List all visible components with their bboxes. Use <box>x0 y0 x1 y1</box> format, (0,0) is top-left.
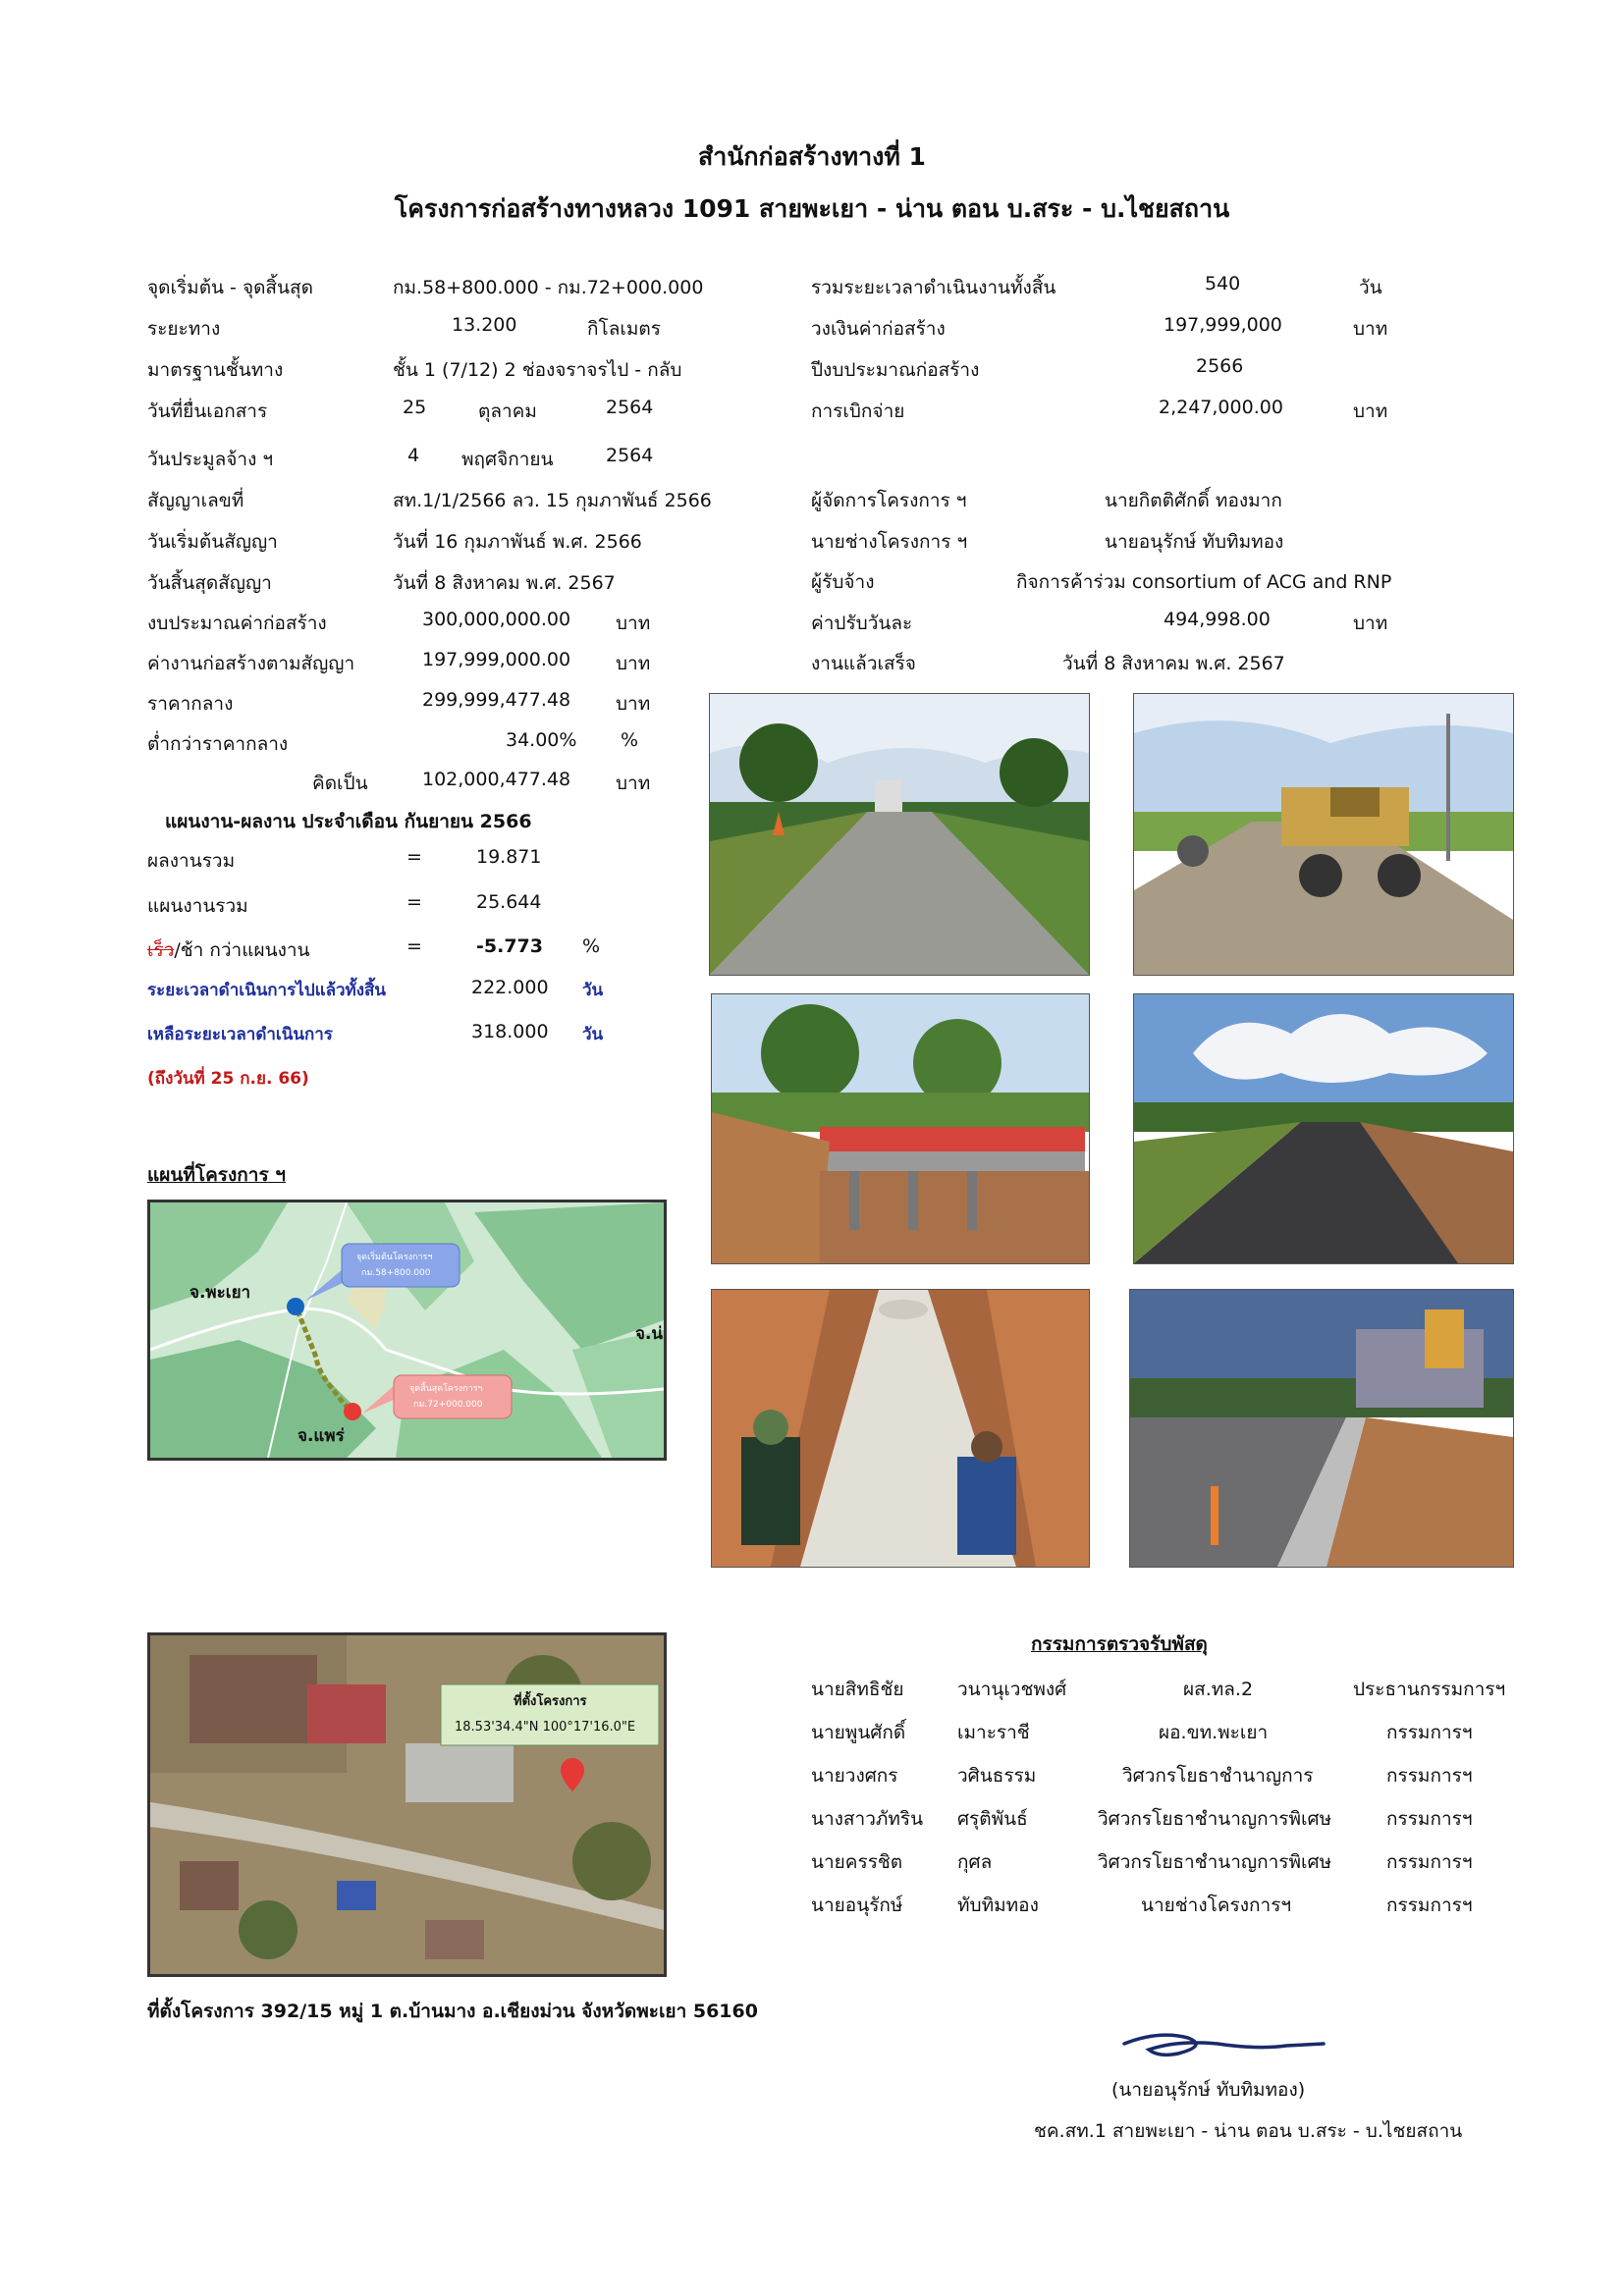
member-role: กรรมการฯ <box>1386 1722 1473 1743</box>
remain-value: 318.000 <box>471 1021 549 1042</box>
signature-mark <box>1119 2024 1330 2063</box>
value-median-price: 299,999,477.48 <box>422 689 571 711</box>
member-last-name: ทับทิมทอง <box>957 1895 1039 1916</box>
member-role: กรรมการฯ <box>1386 1765 1473 1787</box>
plan-value: 25.644 <box>476 891 542 913</box>
remain-label: เหลือระยะเวลาดำเนินการ <box>147 1025 333 1044</box>
value-auction-day: 4 <box>407 445 420 466</box>
member-last-name: กุศล <box>957 1851 993 1873</box>
signature-name: (นายอนุรักษ์ ทับทิมทอง) <box>1111 2079 1306 2101</box>
member-role: กรรมการฯ <box>1386 1851 1473 1873</box>
elapsed-value: 222.000 <box>471 977 549 998</box>
work-eq: = <box>406 846 422 868</box>
value-project-manager: นายกิตติศักดิ์ ทองมาก <box>1105 490 1282 511</box>
site-map <box>147 1632 667 1977</box>
unit-total-duration: วัน <box>1359 277 1382 298</box>
end-label-1: จุดสิ้นสุดโครงการฯ <box>409 1384 483 1394</box>
value-distance: 13.200 <box>452 314 517 336</box>
label-budget: งบประมาณค่าก่อสร้าง <box>147 613 327 634</box>
photo-road-grader <box>1133 693 1514 976</box>
elapsed-unit: วัน <box>582 981 604 1000</box>
start-label-2: กม.58+800.000 <box>361 1268 431 1278</box>
value-contract-no: สท.1/1/2566 ลว. 15 กุมภาพันธ์ 2566 <box>393 490 712 511</box>
province-phrae: จ.แพร่ <box>298 1426 345 1446</box>
label-below-median: ต่ำกว่าราคากลาง <box>147 733 289 755</box>
end-label-2: กม.72+000.000 <box>413 1400 483 1410</box>
value-doc-month: ตุลาคม <box>478 400 537 422</box>
progress-heading: แผนงาน-ผลงาน ประจำเดือน กันยายน 2566 <box>165 811 532 832</box>
office-title: สำนักก่อสร้างทางที่ 1 <box>698 142 926 171</box>
member-position: วิศวกรโยธาชำนาญการพิเศษ <box>1098 1851 1332 1873</box>
diff-label-strike: เร็ว <box>147 939 175 961</box>
label-contract-no: สัญญาเลขที่ <box>147 490 244 511</box>
value-construction-amount: 197,999,000 <box>1164 314 1282 336</box>
value-start-end: กม.58+800.000 - กม.72+000.000 <box>393 277 704 298</box>
value-budget: 300,000,000.00 <box>422 609 571 630</box>
project-map-title: แผนที่โครงการ ฯ <box>147 1164 286 1186</box>
label-contract-end: วันสิ้นสุดสัญญา <box>147 572 272 594</box>
unit-contract-cost: บาท <box>616 653 651 674</box>
member-first-name: นายครรชิต <box>811 1851 903 1873</box>
diff-label-rest: /ช้า กว่าแผนงาน <box>174 939 310 961</box>
label-completion: งานแล้วเสร็จ <box>811 653 916 674</box>
value-contract-cost: 197,999,000.00 <box>422 649 571 670</box>
member-role: กรรมการฯ <box>1386 1808 1473 1830</box>
member-position: ผส.ทล.2 <box>1183 1679 1254 1700</box>
unit-below-median: % <box>621 729 639 751</box>
label-median-price: ราคากลาง <box>147 693 234 715</box>
label-fiscal-year: ปีงบประมาณก่อสร้าง <box>811 359 980 381</box>
member-role: กรรมการฯ <box>1386 1895 1473 1916</box>
work-label: ผลงานรวม <box>147 850 236 872</box>
unit-equals: บาท <box>616 773 651 794</box>
label-disbursement: การเบิกจ่าย <box>811 400 905 422</box>
photo-bridge <box>711 993 1090 1264</box>
unit-disbursement: บาท <box>1353 400 1388 422</box>
member-position: ผอ.ขท.พะเยา <box>1159 1722 1269 1743</box>
project-map-graphic <box>150 1202 664 1458</box>
member-first-name: นายสิทธิชัย <box>811 1679 904 1700</box>
site-map-graphic <box>150 1635 664 1974</box>
label-daily-fine: ค่าปรับวันละ <box>811 613 913 634</box>
unit-construction-amount: บาท <box>1353 318 1388 340</box>
asof-date: (ถึงวันที่ 25 ก.ย. 66) <box>147 1069 309 1089</box>
member-position: วิศวกรโยธาชำนาญการพิเศษ <box>1098 1808 1332 1830</box>
value-auction-month: พฤศจิกายน <box>461 449 554 470</box>
label-project-engineer: นายช่างโครงการ ฯ <box>811 531 968 553</box>
value-road-standard: ชั้น 1 (7/12) 2 ช่องจราจรไป - กลับ <box>393 359 682 381</box>
label-start-end: จุดเริ่มต้น - จุดสิ้นสุด <box>147 277 313 298</box>
label-road-standard: มาตรฐานชั้นทาง <box>147 359 284 381</box>
diff-value: -5.773 <box>476 935 543 957</box>
value-fiscal-year: 2566 <box>1196 355 1244 377</box>
signature-position: ชค.สท.1 สายพะเยา - น่าน ตอน บ.สระ - บ.ไชยสถาน <box>1034 2120 1463 2142</box>
unit-budget: บาท <box>616 613 651 634</box>
unit-median-price: บาท <box>616 693 651 715</box>
label-equals: คิดเป็น <box>312 773 368 794</box>
diff-label <box>147 935 310 965</box>
site-map-coords: 18.53'34.4"N 100°17'16.0"E <box>455 1720 636 1735</box>
photo-pipe-installation <box>711 1289 1090 1568</box>
label-contract-cost: ค่างานก่อสร้างตามสัญญา <box>147 653 355 674</box>
plan-label: แผนงานรวม <box>147 895 248 917</box>
project-title: โครงการก่อสร้างทางหลวง 1091 สายพะเยา - น่าน ตอน บ.สระ - บ.ไชยสถาน <box>394 194 1230 223</box>
value-contract-end: วันที่ 8 สิงหาคม พ.ศ. 2567 <box>393 572 616 594</box>
member-last-name: วนานุเวชพงศ์ <box>957 1679 1067 1700</box>
photo-road-milled <box>709 693 1090 976</box>
value-daily-fine: 494,998.00 <box>1164 609 1271 630</box>
plan-eq: = <box>406 891 422 913</box>
unit-distance: กิโลเมตร <box>587 318 661 340</box>
diff-eq: = <box>406 935 422 957</box>
label-distance: ระยะทาง <box>147 318 221 340</box>
elapsed-label: ระยะเวลาดำเนินการไปแล้วทั้งสิ้น <box>147 981 387 1000</box>
member-first-name: นายอนุรักษ์ <box>811 1895 903 1916</box>
start-label-1: จุดเริ่มต้นโครงการฯ <box>356 1253 433 1262</box>
member-first-name: นายวงศกร <box>811 1765 898 1787</box>
value-contract-start: วันที่ 16 กุมภาพันธ์ พ.ศ. 2566 <box>393 531 642 553</box>
value-doc-day: 25 <box>403 397 427 418</box>
member-position: วิศวกรโยธาชำนาญการ <box>1122 1765 1314 1787</box>
value-auction-year: 2564 <box>606 445 654 466</box>
label-project-manager: ผู้จัดการโครงการ ฯ <box>811 490 967 511</box>
label-contract-start: วันเริ่มต้นสัญญา <box>147 531 278 553</box>
label-auction-date: วันประมูลจ้าง ฯ <box>147 449 274 470</box>
label-doc-date: วันที่ยื่นเอกสาร <box>147 400 268 422</box>
work-value: 19.871 <box>476 846 542 868</box>
label-contractor: ผู้รับจ้าง <box>811 571 875 593</box>
label-total-duration: รวมระยะเวลาดำเนินงานทั้งสิ้น <box>811 277 1056 298</box>
committee-title: กรรมการตรวจรับพัสดุ <box>1031 1633 1208 1655</box>
unit-daily-fine: บาท <box>1353 613 1388 634</box>
member-first-name: นางสาวภัทริน <box>811 1808 924 1830</box>
value-below-median: 34.00% <box>506 729 577 751</box>
province-phayao: จ.พะเยา <box>189 1283 251 1303</box>
diff-unit: % <box>582 935 601 957</box>
project-map <box>147 1200 667 1461</box>
value-doc-year: 2564 <box>606 397 654 418</box>
site-map-label: ที่ตั้งโครงการ <box>514 1694 587 1709</box>
project-address: ที่ตั้งโครงการ 392/15 หมู่ 1 ต.บ้านมาง อ.เชียงม่วน จังหวัดพะเยา 56160 <box>147 2001 758 2022</box>
remain-unit: วัน <box>582 1025 604 1044</box>
member-position: นายช่างโครงการฯ <box>1141 1895 1292 1916</box>
photo-asphalt-road <box>1133 993 1514 1264</box>
member-last-name: เมาะราชี <box>957 1722 1030 1743</box>
photo-drainage-roadside <box>1129 1289 1514 1568</box>
value-disbursement: 2,247,000.00 <box>1159 397 1283 418</box>
value-contractor: กิจการค้าร่วม consortium of ACG and RNP <box>1016 571 1392 593</box>
value-equals: 102,000,477.48 <box>422 769 571 790</box>
value-total-duration: 540 <box>1205 273 1241 294</box>
member-last-name: ศรุติพันธ์ <box>957 1808 1028 1830</box>
value-project-engineer: นายอนุรักษ์ ทับทิมทอง <box>1105 531 1284 553</box>
member-role: ประธานกรรมการฯ <box>1353 1679 1506 1700</box>
label-construction-amount: วงเงินค่าก่อสร้าง <box>811 318 946 340</box>
member-first-name: นายพูนศักดิ์ <box>811 1722 906 1743</box>
province-nan: จ.น่ <box>635 1324 664 1344</box>
member-last-name: วศินธรรม <box>957 1765 1037 1787</box>
value-completion: วันที่ 8 สิงหาคม พ.ศ. 2567 <box>1062 653 1285 674</box>
